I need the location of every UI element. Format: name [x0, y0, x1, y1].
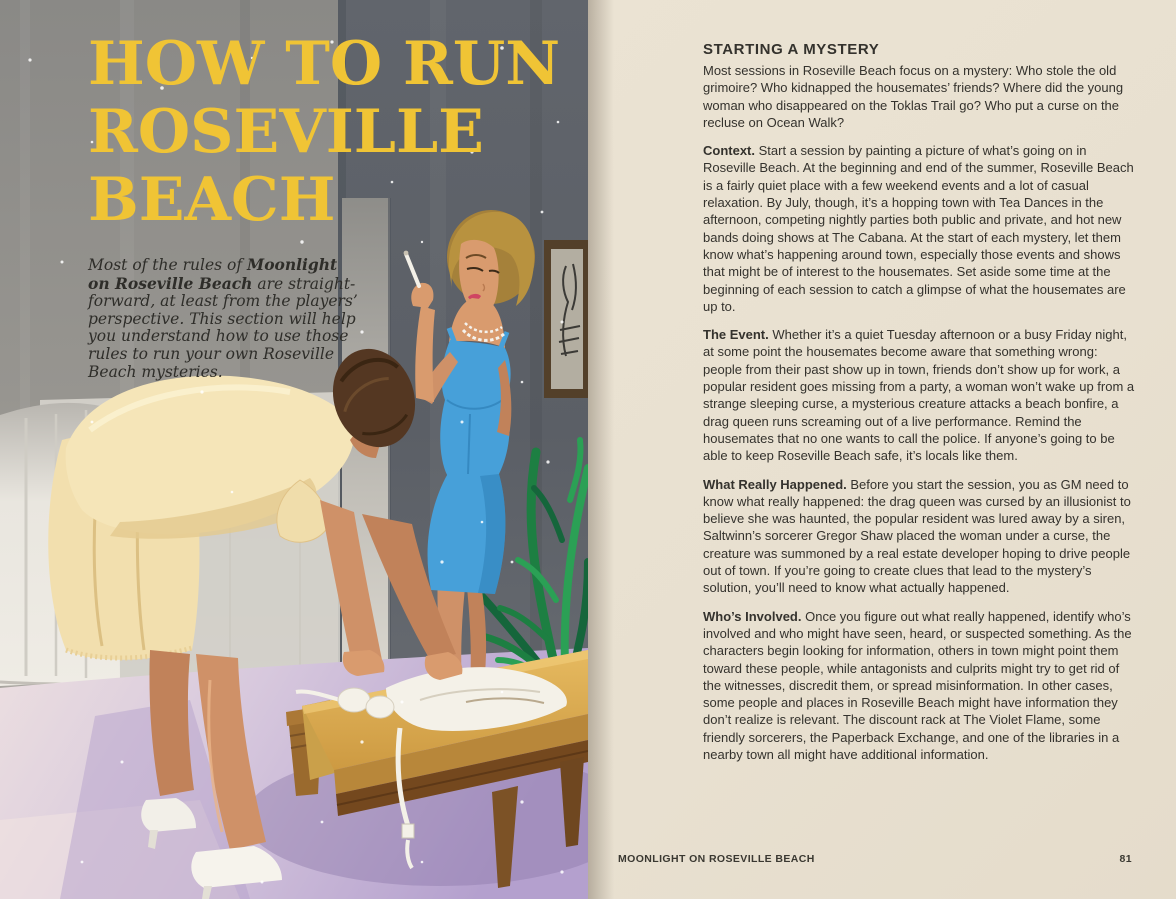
chapter-title	[88, 29, 561, 235]
paragraph-body: Before you start the session, you as GM need to know what really happened: the drag queen was cursed by an illusionist to believe she was haunted, the popular resident was lured away by a siren, Saltwinn’s sorcerer Gregor Shaw placed the woman under a curse, the creature was summoned by a real estate developer hoping to drive people out of town. If you’re going to create clues that lead to the mystery’s solution, you’ll need to know what actually happened.	[703, 476, 1131, 596]
intro-text: are straight-forward, at least from the players’ perspective. This section will help you understand how to use those rules to run your own Roseville Beach mysteries.	[88, 274, 358, 381]
paragraph-body: Once you figure out what really happened, identify who’s involved and who might have seen, heard, or suspected something. As the characters begin looking for information, others in town might point them toward these people, while antagonists and culprits might try to get rid of the witnesses, discredit them, or spread misinformation. In other cases, some people and places in Roseville Beach might have information they don’t realize is relevant. The discount rack at The Violet Flame, some friendly sorcerers, the Paperback Exchange, and one of the libraries in a nearby town all might have additional information.	[703, 608, 1132, 762]
chapter-intro-paragraph	[88, 256, 364, 381]
footer-page-number: 81	[1119, 853, 1132, 865]
footer-book-title: MOONLIGHT ON ROSEVILLE BEACH	[618, 853, 815, 865]
section-paragraph-whos-involved	[703, 608, 1140, 764]
page-footer	[618, 853, 1132, 865]
gutter-shadow	[588, 0, 614, 899]
lead-paragraph: Most sessions in Roseville Beach focus on a mystery: Who stole the old grimoire? Who kidnapped the housemates’ friends? Where did the young woman who disappeared on the Toklas Trail go? Who put a curse on the recluse on Ocean Walk?	[703, 63, 1124, 130]
chapter-title-line: HOW TO RUN	[88, 29, 561, 99]
page-right-text	[588, 0, 1176, 899]
chapter-title-line: BEACH	[88, 165, 336, 235]
run-in-label: What Really Happened.	[703, 476, 847, 492]
section-paragraph-context	[703, 142, 1140, 315]
chapter-title-line: ROSEVILLE	[88, 97, 484, 167]
paragraph-body: Start a session by painting a picture of what’s going on in Roseville Beach. At the beginning and end of the summer, Roseville Beach is a fairly quiet place with a few weekend events and a lot of casual relaxation. By July, though, it’s a hopping town with Tea Dances in the afternoon, competing nightly parties both public and private, and hot new bands doing shows at The Cabana. At the start of each mystery, let them know what’s happening around town, especially those events and shows that might be of interest to the housemates. Set aside some time at the beginning of each session to catch a glimpse of what the housemates are up to.	[703, 143, 1134, 314]
run-in-label: The Event.	[703, 327, 769, 343]
body-text-column	[703, 41, 1140, 774]
paragraph-body: Whether it’s a quiet Tuesday afternoon or a busy Friday night, at some point the housemates become aware that something wrong: people from their past show up in town, friends don’t show up for work, a popular resident goes missing from a party, a woman won’t wake up from a strange sleeping curse, a mysterious creature attacks a beach bonfire, a drag queen runs screaming out of a live performance. Remind the housemates that no one wants to call the police. If anyone’s going to be able to keep Roseville Beach safe, it’s locals like them.	[703, 327, 1135, 464]
section-paragraph-event	[703, 326, 1140, 464]
run-in-label: Who’s Involved.	[703, 608, 802, 624]
section-heading: STARTING A MYSTERY	[703, 41, 880, 58]
picture-frame	[544, 240, 588, 398]
section-paragraph-what-really-happened	[703, 476, 1140, 597]
run-in-label: Context.	[703, 143, 755, 159]
intro-text: Most of the rules of	[88, 256, 248, 274]
book-title-inline: Moonlight on Roseville Beach	[88, 255, 338, 293]
